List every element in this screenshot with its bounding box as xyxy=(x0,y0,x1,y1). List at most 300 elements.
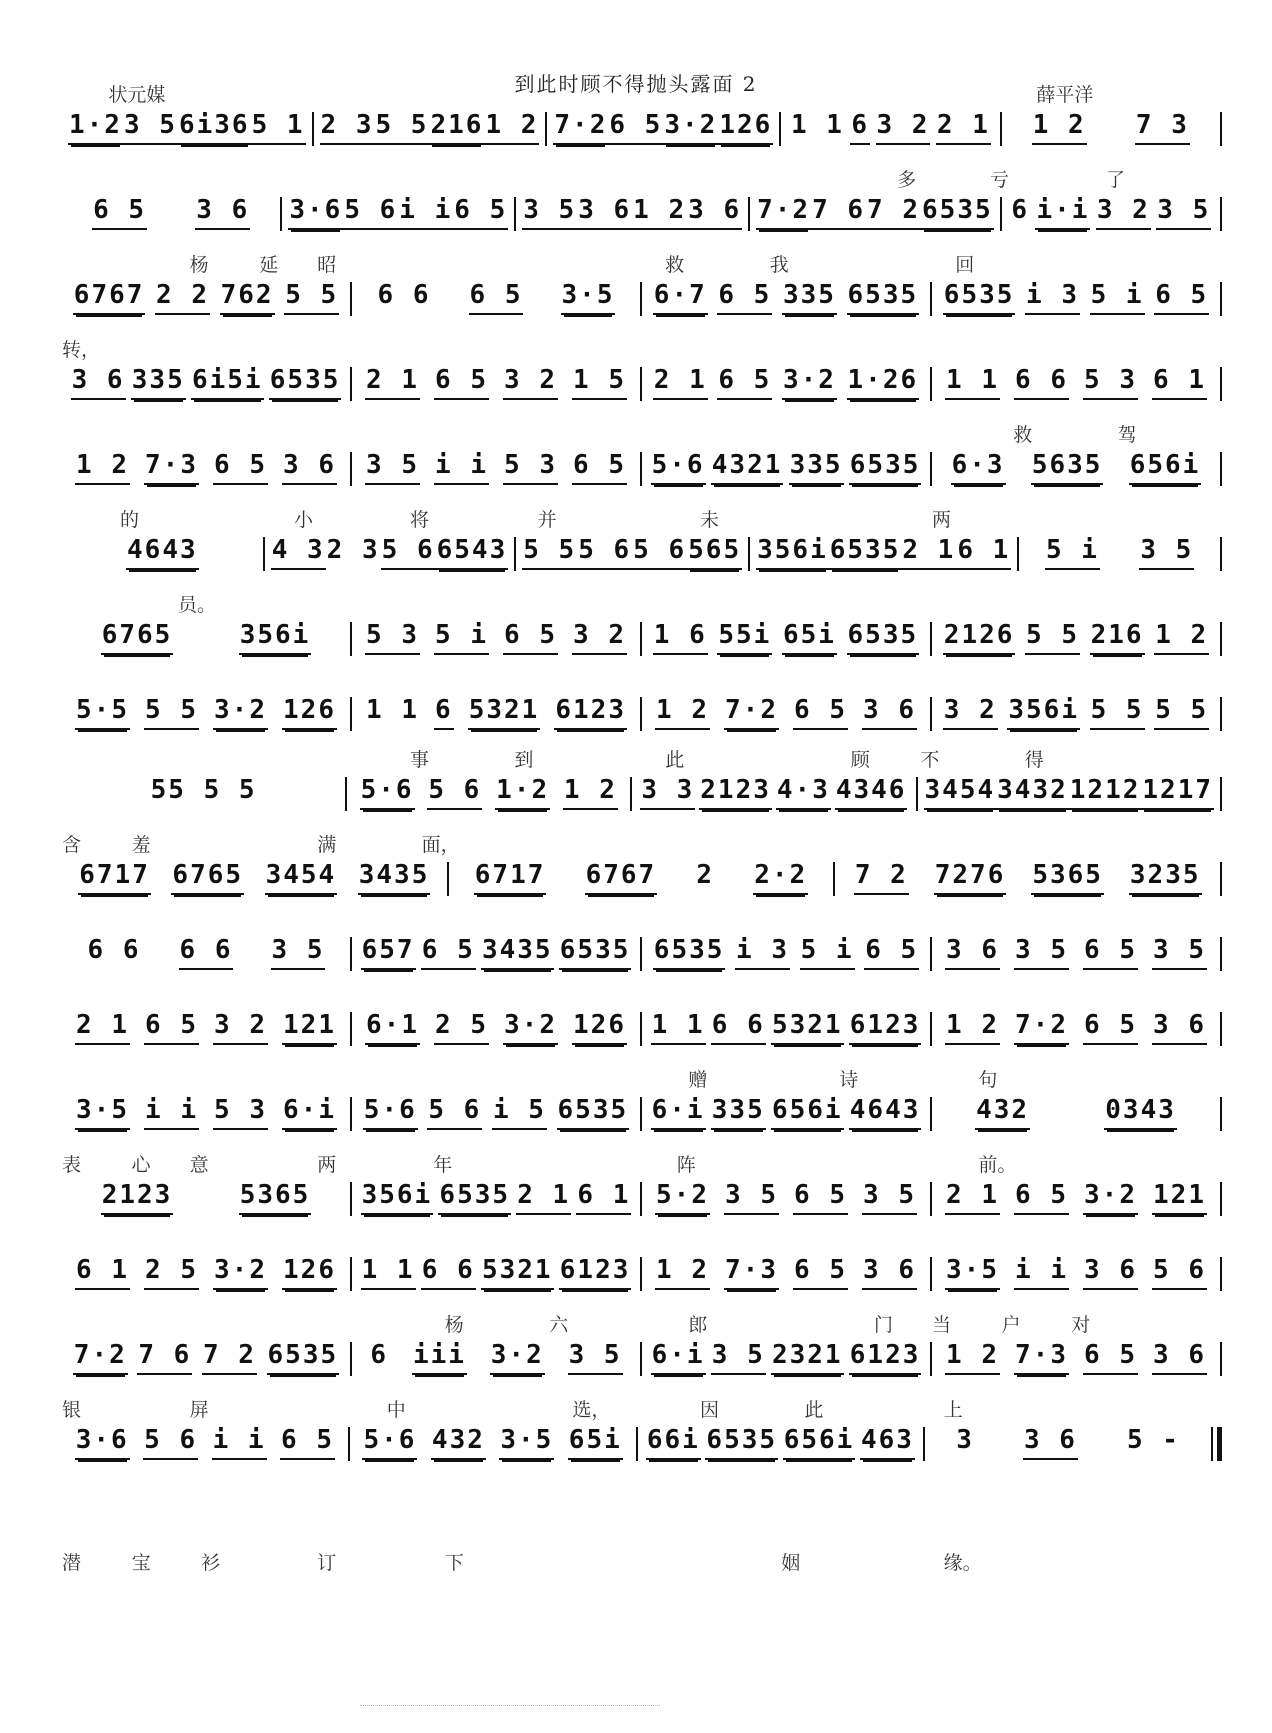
measure xyxy=(516,535,748,570)
barline xyxy=(1220,1012,1222,1046)
note-group: 6535 xyxy=(921,195,994,230)
note-group: 5 6 xyxy=(1152,1255,1207,1290)
note-group: 6123 xyxy=(849,1340,922,1375)
notation-row xyxy=(62,280,1222,316)
measure xyxy=(642,935,930,970)
final-barline-thick xyxy=(1217,1427,1222,1461)
note-group: 6535 xyxy=(559,935,632,970)
note-group: 2 2 xyxy=(155,280,210,315)
note-group: 7·2 xyxy=(73,1340,128,1375)
note-group: 6 5 xyxy=(793,1180,848,1215)
lyric-word: 阵 xyxy=(676,1154,696,1176)
measure xyxy=(352,1010,640,1045)
lyric-word: 面， xyxy=(421,834,460,856)
note-group: 3 6 xyxy=(71,365,126,400)
note-group: 3·2 xyxy=(663,110,718,145)
note-group: 216 xyxy=(429,110,484,145)
note-group: 6717 xyxy=(474,860,547,895)
note-group: 5 5 xyxy=(1090,695,1145,730)
measure xyxy=(932,1010,1220,1045)
note-group: 7·2 xyxy=(724,695,779,730)
measure xyxy=(265,535,515,570)
note-group: 432 xyxy=(975,1095,1030,1130)
lyric-word: 郎 xyxy=(688,1314,708,1336)
note-group: 3 2 xyxy=(876,110,931,145)
note-group: i i xyxy=(398,195,453,230)
note-group: 6543 xyxy=(436,535,509,570)
notation-row xyxy=(62,450,1222,486)
measure xyxy=(352,1340,640,1375)
note-group: 656i xyxy=(771,1095,844,1130)
note-group: 5·6 xyxy=(360,775,415,810)
measure xyxy=(516,195,748,230)
lyric-word: 对 xyxy=(1071,1314,1091,1336)
lyric-word: 诗 xyxy=(839,1069,859,1091)
note-group: 1 2 xyxy=(563,775,618,810)
barline xyxy=(1220,1342,1222,1376)
barline xyxy=(1220,862,1222,896)
measure xyxy=(449,860,834,895)
note-group: 463 xyxy=(860,1425,915,1460)
lyric-word: 羞 xyxy=(131,834,151,856)
note-group: 1 2 xyxy=(945,1010,1000,1045)
lyrics-row xyxy=(62,250,1222,274)
note-group: 1·2 xyxy=(495,775,550,810)
notation-row xyxy=(62,775,1222,811)
barline xyxy=(1220,777,1222,811)
note-group: 5 - xyxy=(1126,1425,1180,1455)
lyric-word: 因 xyxy=(700,1399,720,1421)
note-group: 3 5 xyxy=(724,1180,779,1215)
measure xyxy=(642,365,930,400)
measure xyxy=(932,620,1220,655)
note-group: 7·2 xyxy=(1014,1010,1069,1045)
note-group: 6 5 xyxy=(608,110,663,145)
lyrics-row xyxy=(62,420,1222,444)
note-group: 3454 xyxy=(924,775,997,810)
lyric-word: 姻 xyxy=(781,1552,801,1574)
measure xyxy=(925,1425,1211,1460)
note-group: 5 i xyxy=(1090,280,1145,315)
barline xyxy=(1220,1182,1222,1216)
measure xyxy=(352,280,640,315)
note-group: 65i xyxy=(782,620,837,655)
note-group: 3 5 xyxy=(365,450,420,485)
notation-row xyxy=(62,1340,1222,1376)
note-group: 2 5 xyxy=(434,1010,489,1045)
lyric-word: 员。 xyxy=(178,594,217,616)
barline xyxy=(1220,367,1222,401)
note-group: 126 xyxy=(282,1255,337,1290)
barline xyxy=(1220,622,1222,656)
note-group: 6767 xyxy=(73,280,146,315)
note-group: 335 xyxy=(782,280,837,315)
note-group: 3 6 xyxy=(1083,1255,1138,1290)
note-group: 3·2 xyxy=(1083,1180,1138,1215)
note-group: 565 xyxy=(687,535,742,570)
score-system xyxy=(62,420,1222,490)
measure xyxy=(62,1095,350,1130)
lyrics-row xyxy=(62,980,1222,1004)
measure xyxy=(352,695,640,730)
barline xyxy=(1220,197,1222,231)
note-group: 656i xyxy=(1129,450,1202,485)
note-group: 3 6 xyxy=(1152,1010,1207,1045)
lyric-word: 杨 xyxy=(189,254,209,276)
note-group: 3 2 xyxy=(503,365,558,400)
note-group: 2 3 xyxy=(320,110,375,145)
note-group: 6535 xyxy=(267,1340,340,1375)
note-group: 7 3 xyxy=(1135,110,1190,145)
note-group: 5321 xyxy=(771,1010,844,1045)
measure xyxy=(62,775,345,808)
note-group: 4643 xyxy=(126,535,199,570)
measure xyxy=(62,695,350,730)
note-group: 6535 xyxy=(847,280,920,315)
measure xyxy=(352,450,640,485)
note-group: 2 1 xyxy=(936,110,991,145)
note-group: 3·2 xyxy=(490,1340,545,1375)
note-group: 6 1 xyxy=(576,1180,631,1215)
measure xyxy=(62,1180,350,1215)
notation-row xyxy=(62,1180,1222,1216)
note-group: 6535 xyxy=(269,365,342,400)
barline xyxy=(1220,112,1222,146)
note-group: 6 5 xyxy=(280,1425,335,1460)
note-group: 1 2 xyxy=(655,1255,710,1290)
note-group: 2·2 xyxy=(753,860,808,895)
note-group: 5 6 xyxy=(381,535,436,570)
measure xyxy=(642,280,930,315)
lyric-word: 的 xyxy=(120,509,140,531)
lyric-word: 转， xyxy=(62,339,101,361)
note-group: 3 2 xyxy=(572,620,627,655)
lyric-word: 薛平洋 xyxy=(1036,84,1094,106)
note-group: 5321 xyxy=(468,695,541,730)
note-group: 356i xyxy=(1007,695,1080,730)
note-group: 6·3 xyxy=(951,450,1006,485)
note-group: 656i xyxy=(783,1425,856,1460)
measure xyxy=(282,195,514,230)
note-group: 6 5 xyxy=(1083,1010,1138,1045)
measure xyxy=(352,1180,640,1215)
note-group: 3·2 xyxy=(503,1010,558,1045)
note-group: 0343 xyxy=(1104,1095,1177,1130)
note-group: i 3 xyxy=(1025,280,1080,315)
lyrics-row xyxy=(62,1150,1222,1174)
lyric-word: 杨 xyxy=(444,1314,464,1336)
note-group: 7·2 xyxy=(553,110,608,145)
note-group: 6 5 xyxy=(469,280,524,315)
note-group: 6 xyxy=(434,695,454,730)
lyric-word: 昭 xyxy=(317,254,337,276)
note-group: 3·5 xyxy=(561,280,616,315)
note-group: 4·3 xyxy=(776,775,831,810)
score-system xyxy=(62,505,1222,575)
note-group: 6 6 xyxy=(87,935,141,965)
lyric-word: 未 xyxy=(700,509,720,531)
note-group: 356i xyxy=(239,620,312,655)
lyric-word: 顾 xyxy=(850,749,870,771)
note-group: 5·5 xyxy=(75,695,130,730)
lyric-word: 句 xyxy=(978,1069,998,1091)
note-group: 2 3 xyxy=(326,535,380,565)
note-group: 1 2 xyxy=(1032,110,1087,145)
note-group: i i xyxy=(434,450,489,485)
lyric-word: 意 xyxy=(189,1154,209,1176)
note-group: 5 5 xyxy=(522,535,577,570)
note-group: 3 5 xyxy=(1156,195,1211,230)
score-system xyxy=(62,590,1222,660)
note-group: 5 6 xyxy=(632,535,687,570)
note-group: iii xyxy=(412,1340,467,1375)
note-group: 6 5 xyxy=(453,195,508,230)
note-group: 5 3 xyxy=(503,450,558,485)
note-group: 4643 xyxy=(849,1095,922,1130)
note-group: 1 2 xyxy=(75,450,130,485)
note-group: 5 5 xyxy=(1154,695,1209,730)
lyric-word: 门 xyxy=(874,1314,894,1336)
measure xyxy=(932,365,1220,400)
score-system xyxy=(62,1225,1222,1295)
measure xyxy=(642,1340,930,1375)
note-group: 3 3 xyxy=(640,775,695,810)
notation-row xyxy=(62,365,1222,401)
note-group: 121 xyxy=(1152,1180,1207,1215)
lyric-word: 表 xyxy=(62,1154,82,1176)
lyrics-row xyxy=(62,1065,1222,1089)
note-group: 657 xyxy=(361,935,416,970)
note-group: 6765 xyxy=(101,620,174,655)
note-group: 126 xyxy=(282,695,337,730)
note-group: 5 3 xyxy=(1083,365,1138,400)
note-group: 7·3 xyxy=(144,450,199,485)
note-group: 6 xyxy=(1011,195,1030,225)
note-group: 5 5 xyxy=(284,280,339,315)
lyric-word: 下 xyxy=(444,1552,464,1574)
note-group: 3 6 xyxy=(1023,1425,1078,1460)
note-group: 7 2 xyxy=(866,195,921,230)
barline xyxy=(1220,452,1222,486)
note-group: i i xyxy=(1014,1255,1069,1290)
note-group: 1 1 xyxy=(651,1010,706,1045)
barline xyxy=(1220,537,1222,571)
note-group: 5 5 xyxy=(375,110,430,145)
note-group: 55i xyxy=(717,620,772,655)
note-group: 6·i xyxy=(282,1095,337,1130)
note-group: 5365 xyxy=(1031,860,1104,895)
note-group: 3 6 xyxy=(1152,1340,1207,1375)
measure xyxy=(62,935,350,970)
measure xyxy=(642,1095,930,1130)
note-group: 1 5 xyxy=(572,365,627,400)
measure xyxy=(352,935,640,970)
note-group: 1 1 xyxy=(366,695,419,725)
note-group: 1 1 xyxy=(361,1255,416,1290)
note-group: i i xyxy=(212,1425,267,1460)
note-group: 2 5 xyxy=(144,1255,199,1290)
note-group: 6767 xyxy=(585,860,658,895)
note-group: 3 5 xyxy=(123,110,178,145)
notation-row xyxy=(62,695,1222,731)
lyrics-row xyxy=(62,905,1222,929)
lyric-word: 状元媒 xyxy=(108,84,166,106)
note-group: 7 6 xyxy=(811,195,866,230)
measure xyxy=(638,1425,924,1460)
lyric-word: 此 xyxy=(665,749,685,771)
measure xyxy=(314,110,546,145)
note-group: 3 6 xyxy=(282,450,337,485)
note-group: 2123 xyxy=(699,775,772,810)
lyrics-row xyxy=(62,745,1222,769)
note-group: 6 5 xyxy=(1014,1180,1069,1215)
note-group: 356i xyxy=(756,535,829,570)
note-group: i i xyxy=(144,1095,199,1130)
note-group: 6·i xyxy=(651,1340,706,1375)
note-group: 6 1 xyxy=(75,1255,130,1290)
note-group: 1 6 xyxy=(653,620,708,655)
note-group: 2321 xyxy=(771,1340,844,1375)
note-group: 6 6 xyxy=(377,280,431,310)
lyric-word: 选， xyxy=(572,1399,611,1421)
note-group: 2 1 xyxy=(365,365,420,400)
lyric-word: 年 xyxy=(433,1154,453,1176)
note-group: 762 xyxy=(220,280,275,315)
measure xyxy=(62,450,350,485)
note-group: 3 5 xyxy=(1152,935,1207,970)
note-group: 6 5 xyxy=(572,450,627,485)
note-group: 6535 xyxy=(705,1425,778,1460)
note-group: 5 6 xyxy=(577,535,632,570)
measure xyxy=(62,535,263,570)
score-system xyxy=(62,905,1222,975)
note-group: 3 5 xyxy=(711,1340,766,1375)
measure xyxy=(932,280,1220,315)
score-system xyxy=(62,830,1222,900)
lyrics-row xyxy=(62,665,1222,689)
note-group: 3·5 xyxy=(75,1095,130,1130)
note-group: 3·6 xyxy=(288,195,343,230)
note-group: 6 5 xyxy=(1083,1340,1138,1375)
measure xyxy=(918,775,1221,810)
note-group: 1 2 xyxy=(1154,620,1209,655)
measure xyxy=(632,775,915,810)
note-group: 6535 xyxy=(653,935,726,970)
lyric-word: 得 xyxy=(1024,749,1044,771)
note-group: 3 5 xyxy=(568,1340,623,1375)
note-group: 3 6 xyxy=(687,195,742,230)
score-system xyxy=(62,1065,1222,1135)
note-group: 5 3 xyxy=(213,1095,268,1130)
barline xyxy=(1220,1257,1222,1291)
lyric-word: 多 xyxy=(897,169,917,191)
note-group: 6535 xyxy=(557,1095,630,1130)
lyrics-row xyxy=(62,590,1222,614)
note-group: 3·5 xyxy=(945,1255,1000,1290)
note-group: 2 1 xyxy=(653,365,708,400)
note-group: 5 1 xyxy=(251,110,306,145)
note-group: 2123 xyxy=(101,1180,174,1215)
note-group: 6 6 xyxy=(711,1010,766,1045)
note-group: 5·2 xyxy=(655,1180,710,1215)
measure xyxy=(1002,195,1220,230)
note-group: 6 xyxy=(370,1340,389,1370)
measure xyxy=(932,935,1220,970)
score-system xyxy=(62,1395,1222,1465)
note-group: 6 1 xyxy=(956,535,1011,570)
lyric-word: 订 xyxy=(317,1552,337,1574)
lyric-word: 赠 xyxy=(688,1069,708,1091)
score-system xyxy=(62,80,1222,150)
notation-row xyxy=(62,110,1222,146)
measure xyxy=(352,1095,640,1130)
note-group: 1217 xyxy=(1141,775,1214,810)
note-group: 6 6 xyxy=(179,935,234,970)
notation-row xyxy=(62,935,1222,971)
lyric-word: 两 xyxy=(932,509,952,531)
note-group: 126 xyxy=(572,1010,627,1045)
measure xyxy=(642,1180,930,1215)
note-group: 4 3 xyxy=(271,535,326,570)
lyrics-row xyxy=(62,1225,1222,1249)
note-group: 1 2 xyxy=(632,195,687,230)
lyric-word: 延 xyxy=(259,254,279,276)
note-group: 1 1 xyxy=(945,365,1000,400)
note-group: 6535 xyxy=(829,535,902,570)
measure xyxy=(352,620,640,655)
page-title: 到此时顾不得抛头露面 2 xyxy=(514,72,758,96)
score-system xyxy=(62,1310,1222,1380)
measure xyxy=(642,450,930,485)
lyric-word: 回 xyxy=(955,254,975,276)
measure xyxy=(62,195,280,230)
note-group: 5 5 xyxy=(144,695,199,730)
lyric-word: 将 xyxy=(410,509,430,531)
note-group: 3 2 xyxy=(943,695,998,730)
note-group: 6 5 xyxy=(434,365,489,400)
footer-rule xyxy=(360,1705,660,1709)
note-group: 6 5 xyxy=(1083,935,1138,970)
note-group: 55 5 5 xyxy=(150,775,257,805)
lyric-word: 事 xyxy=(410,749,430,771)
note-group: 3454 xyxy=(265,860,338,895)
lyric-word: 满 xyxy=(317,834,337,856)
notation-row xyxy=(62,860,1222,896)
measure xyxy=(62,860,447,895)
note-group: 2126 xyxy=(943,620,1016,655)
lyrics-row xyxy=(62,80,1222,104)
note-group: 3·6 xyxy=(75,1425,130,1460)
note-group: 6 5 xyxy=(717,280,772,315)
barline xyxy=(1220,1097,1222,1131)
measure xyxy=(62,1425,348,1460)
lyric-word: 衫 xyxy=(201,1552,221,1574)
note-group: 6123 xyxy=(554,695,627,730)
lyric-word: 不 xyxy=(920,749,940,771)
note-group: 335 xyxy=(131,365,186,400)
note-group: 7·3 xyxy=(724,1255,779,1290)
note-group: 6 5 xyxy=(92,195,147,230)
note-group: 3 5 xyxy=(1014,935,1069,970)
measure xyxy=(350,1425,636,1460)
barline xyxy=(1220,697,1222,731)
lyric-word: 了 xyxy=(1106,169,1126,191)
note-group: 3 2 xyxy=(1096,195,1151,230)
score-system xyxy=(62,745,1222,815)
note-group: 3235 xyxy=(1129,860,1202,895)
note-group: 5·6 xyxy=(651,450,706,485)
barline xyxy=(1220,282,1222,316)
